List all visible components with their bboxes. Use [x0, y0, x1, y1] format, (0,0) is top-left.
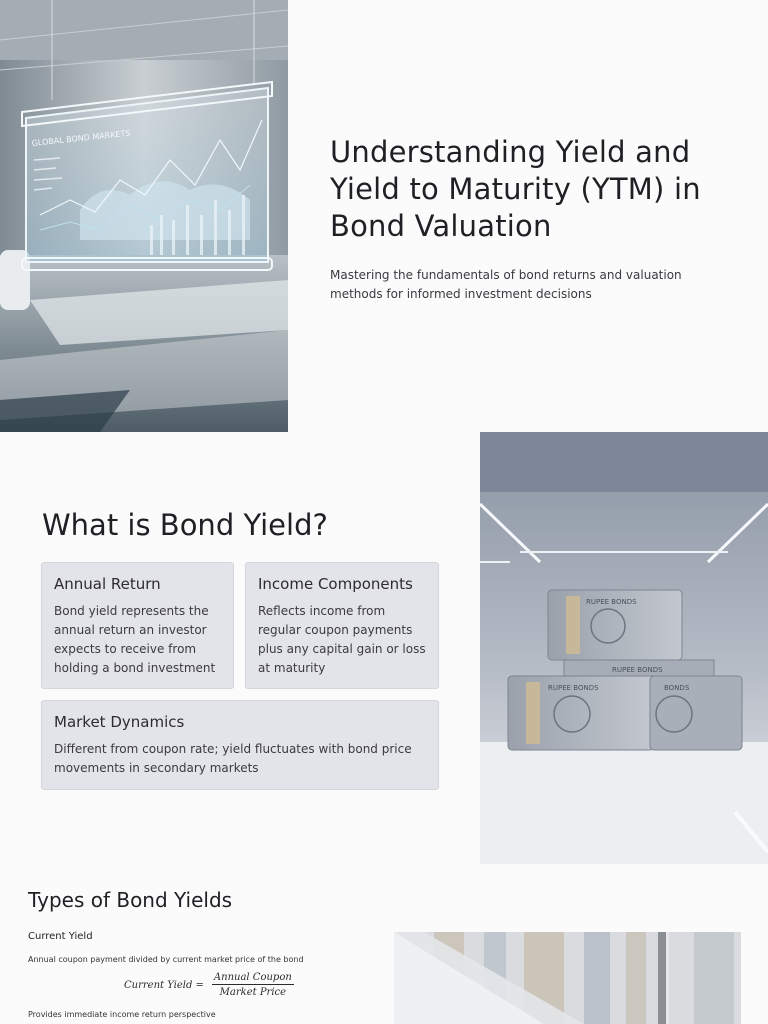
- hero-text-block: [330, 134, 730, 304]
- city-window-illustration: [394, 932, 741, 1024]
- card-title: Market Dynamics: [54, 713, 185, 731]
- section-title: What is Bond Yield?: [42, 508, 328, 542]
- formula-denominator: Market Price: [219, 987, 287, 998]
- bond-boxes-illustration: [480, 432, 768, 864]
- market-dynamics-card: [41, 700, 439, 790]
- card-body: Reflects income from regular coupon payments plus any capital gain or loss at maturity: [258, 604, 426, 675]
- section-title: Types of Bond Yields: [28, 888, 233, 912]
- screen-title: GLOBAL BOND MARKETS: [31, 128, 131, 148]
- hero-section: [0, 0, 768, 432]
- city-window-image: [394, 932, 741, 1024]
- svg-text:RUPEE BONDS: RUPEE BONDS: [586, 598, 637, 606]
- card-title: Income Components: [258, 575, 413, 593]
- card-body: Different from coupon rate; yield fluctuates with bond price movements in secondary markets: [54, 742, 412, 775]
- bond-yield-section: [0, 432, 768, 864]
- annual-return-card: [41, 562, 234, 689]
- current-yield-note: Provides immediate income return perspective: [28, 1010, 216, 1019]
- bond-boxes-image: [480, 432, 768, 864]
- page-title: Understanding Yield and Yield to Maturity (YTM) in Bond Valuation: [330, 135, 701, 243]
- svg-text:BONDS: BONDS: [664, 684, 690, 692]
- svg-text:RUPEE BONDS: RUPEE BONDS: [548, 684, 599, 692]
- card-title: Annual Return: [54, 575, 161, 593]
- card-body: Bond yield represents the annual return an investor expects to receive from holding a bond investment: [54, 604, 216, 675]
- bond-yield-types-section: [0, 864, 768, 1024]
- current-yield-formula: [124, 972, 294, 998]
- page-subtitle: Mastering the fundamentals of bond returns and valuation methods for informed investment decisions: [330, 268, 682, 301]
- current-yield-heading: Current Yield: [28, 931, 93, 942]
- formula-fraction: [212, 972, 294, 998]
- bond-box-bottom-left: [508, 676, 654, 750]
- trading-screen-illustration: [0, 0, 288, 432]
- bond-box-top: [548, 590, 682, 660]
- income-components-card: [245, 562, 439, 689]
- formula-lhs: Current Yield =: [124, 979, 204, 991]
- trading-screen-image: [0, 0, 288, 432]
- bond-box-bottom-right: [650, 676, 742, 750]
- formula-numerator: Annual Coupon: [213, 972, 292, 983]
- current-yield-description: Annual coupon payment divided by current market price of the bond: [28, 955, 304, 964]
- bond-box-middle-label: RUPEE BONDS: [612, 666, 663, 674]
